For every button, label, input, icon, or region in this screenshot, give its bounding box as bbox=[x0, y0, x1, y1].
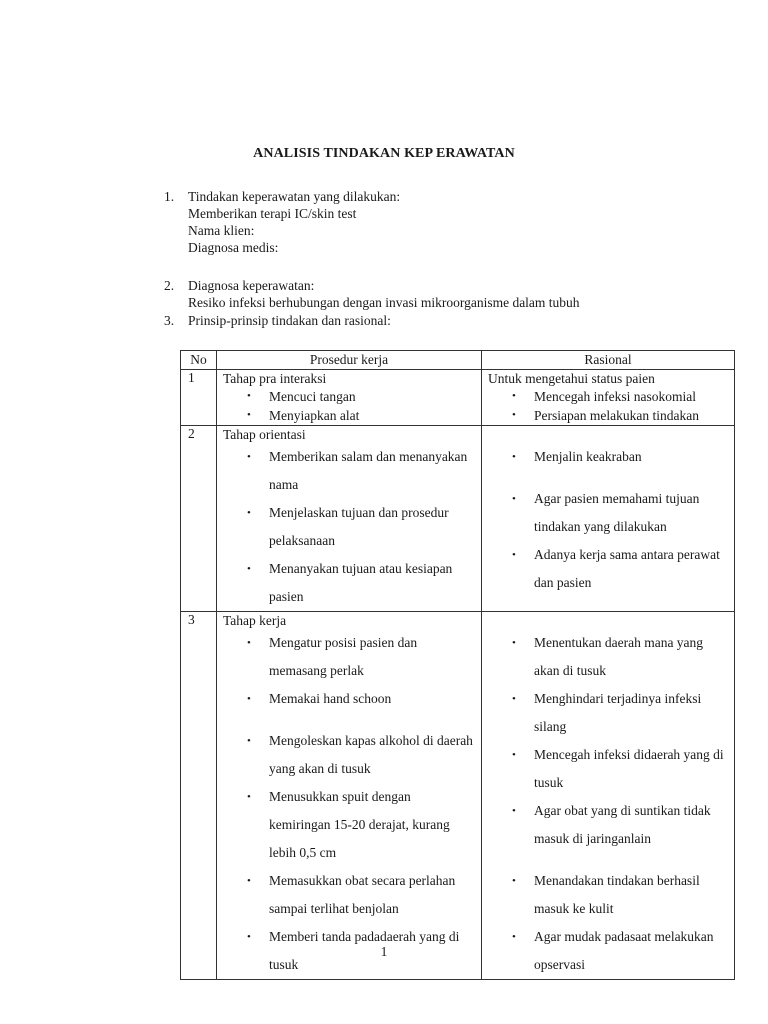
bullet-icon: • bbox=[247, 563, 251, 575]
list-item: • Mencegah infeksi nasokomial bbox=[512, 389, 696, 404]
bullet-icon: • bbox=[247, 409, 251, 421]
list-item: • Menyiapkan alat bbox=[247, 408, 360, 423]
list-item: • Agar pasien memahami tujuan tindakan yang dilakukan bbox=[488, 485, 728, 541]
header-no: No bbox=[181, 351, 217, 370]
page-number: 1 bbox=[380, 944, 388, 959]
list-item: • Menjelaskan tujuan dan prosedur pelaksanaan bbox=[223, 499, 475, 555]
section-line: Tindakan keperawatan yang dilakukan: bbox=[188, 189, 401, 204]
section-line: Resiko infeksi berhubungan dengan invasi mikroorganisme dalam tubuh bbox=[188, 295, 580, 310]
row-number: 3 bbox=[181, 612, 217, 980]
section-number: 1. bbox=[164, 189, 175, 204]
section-line: Nama klien: bbox=[188, 223, 255, 238]
rationale-cell bbox=[482, 370, 735, 426]
bullet-icon: • bbox=[512, 931, 516, 943]
list-item: • Menentukan daerah mana yang akan di tusuk bbox=[488, 629, 728, 685]
bullet-icon: • bbox=[512, 749, 516, 761]
bullet-icon: • bbox=[247, 451, 251, 463]
section-number: 2. bbox=[164, 278, 175, 293]
rationale-cell bbox=[482, 426, 735, 612]
header-procedure: Prosedur kerja bbox=[217, 351, 482, 370]
section-number: 3. bbox=[164, 313, 175, 328]
document-title: ANALISIS TINDAKAN KEP ERAWATAN bbox=[253, 146, 515, 161]
stage-heading: Tahap kerja bbox=[223, 613, 287, 628]
procedure-table bbox=[180, 350, 735, 980]
table-row bbox=[181, 426, 735, 612]
table-row bbox=[181, 612, 735, 980]
bullet-icon: • bbox=[247, 931, 251, 943]
procedure-cell bbox=[217, 370, 482, 426]
section-line: Diagnosa medis: bbox=[188, 240, 279, 255]
list-item: • Agar obat yang di suntikan tidak masuk di jaringanlain bbox=[488, 797, 728, 853]
bullet-icon: • bbox=[512, 451, 516, 463]
section-line: Diagnosa keperawatan: bbox=[188, 278, 315, 293]
table-row bbox=[181, 370, 735, 426]
bullet-icon: • bbox=[247, 390, 251, 402]
bullet-icon: • bbox=[512, 875, 516, 887]
bullet-icon: • bbox=[512, 693, 516, 705]
list-item: • Mencuci tangan bbox=[247, 389, 356, 404]
list-item: • Persiapan melakukan tindakan bbox=[512, 408, 699, 423]
stage-heading: Tahap pra interaksi bbox=[223, 371, 327, 386]
bullet-icon: • bbox=[247, 637, 251, 649]
list-item: • Menanyakan tujuan atau kesiapan pasien bbox=[223, 555, 475, 611]
bullet-icon: • bbox=[247, 693, 251, 705]
list-item: • Adanya kerja sama antara perawat dan pasien bbox=[488, 541, 728, 597]
rationale-heading bbox=[488, 612, 728, 629]
section-3 bbox=[164, 312, 724, 329]
section-1 bbox=[164, 188, 724, 256]
bullet-icon: • bbox=[512, 805, 516, 817]
bullet-icon: • bbox=[512, 493, 516, 505]
table-header-row bbox=[181, 351, 735, 370]
list-item: • Menusukkan spuit dengan kemiringan 15-20 derajat, kurang lebih 0,5 cm bbox=[223, 783, 475, 867]
list-item: • Mengoleskan kapas alkohol di daerah yang akan di tusuk bbox=[223, 727, 475, 783]
list-item: • Memberikan salam dan menanyakan nama bbox=[223, 443, 475, 499]
list-item: • Memasukkan obat secara perlahan sampai terlihat benjolan bbox=[223, 867, 475, 923]
bullet-icon: • bbox=[247, 875, 251, 887]
section-2 bbox=[164, 277, 724, 311]
section-line: Prinsip-prinsip tindakan dan rasional: bbox=[188, 313, 391, 328]
list-item: • Menghindari terjadinya infeksi silang bbox=[488, 685, 728, 741]
list-item: • Agar mudak padasaat melakukan opservasi bbox=[488, 923, 728, 979]
header-rationale: Rasional bbox=[482, 351, 735, 370]
row-number: 2 bbox=[181, 426, 217, 612]
bullet-icon: • bbox=[512, 637, 516, 649]
bullet-icon: • bbox=[247, 791, 251, 803]
bullet-icon: • bbox=[512, 409, 516, 421]
list-item: • Mengatur posisi pasien dan memasang perlak bbox=[223, 629, 475, 685]
list-item: • Memakai hand schoon bbox=[223, 685, 475, 713]
row-number: 1 bbox=[181, 370, 217, 426]
rationale-heading: Untuk mengetahui status paien bbox=[488, 371, 655, 386]
section-line: Memberikan terapi IC/skin test bbox=[188, 206, 357, 221]
procedure-cell bbox=[217, 612, 482, 980]
rationale-heading bbox=[488, 426, 728, 443]
stage-heading: Tahap orientasi bbox=[223, 427, 306, 442]
list-item: • Menandakan tindakan berhasil masuk ke kulit bbox=[488, 867, 728, 923]
procedure-cell bbox=[217, 426, 482, 612]
list-item: • Memberi tanda padadaerah yang di tusuk bbox=[223, 923, 475, 979]
bullet-icon: • bbox=[247, 735, 251, 747]
bullet-icon: • bbox=[512, 549, 516, 561]
list-item: • Mencegah infeksi didaerah yang di tusuk bbox=[488, 741, 728, 797]
bullet-icon: • bbox=[247, 507, 251, 519]
list-item: • Menjalin keakraban bbox=[488, 443, 728, 471]
bullet-icon: • bbox=[512, 390, 516, 402]
rationale-cell bbox=[482, 612, 735, 980]
